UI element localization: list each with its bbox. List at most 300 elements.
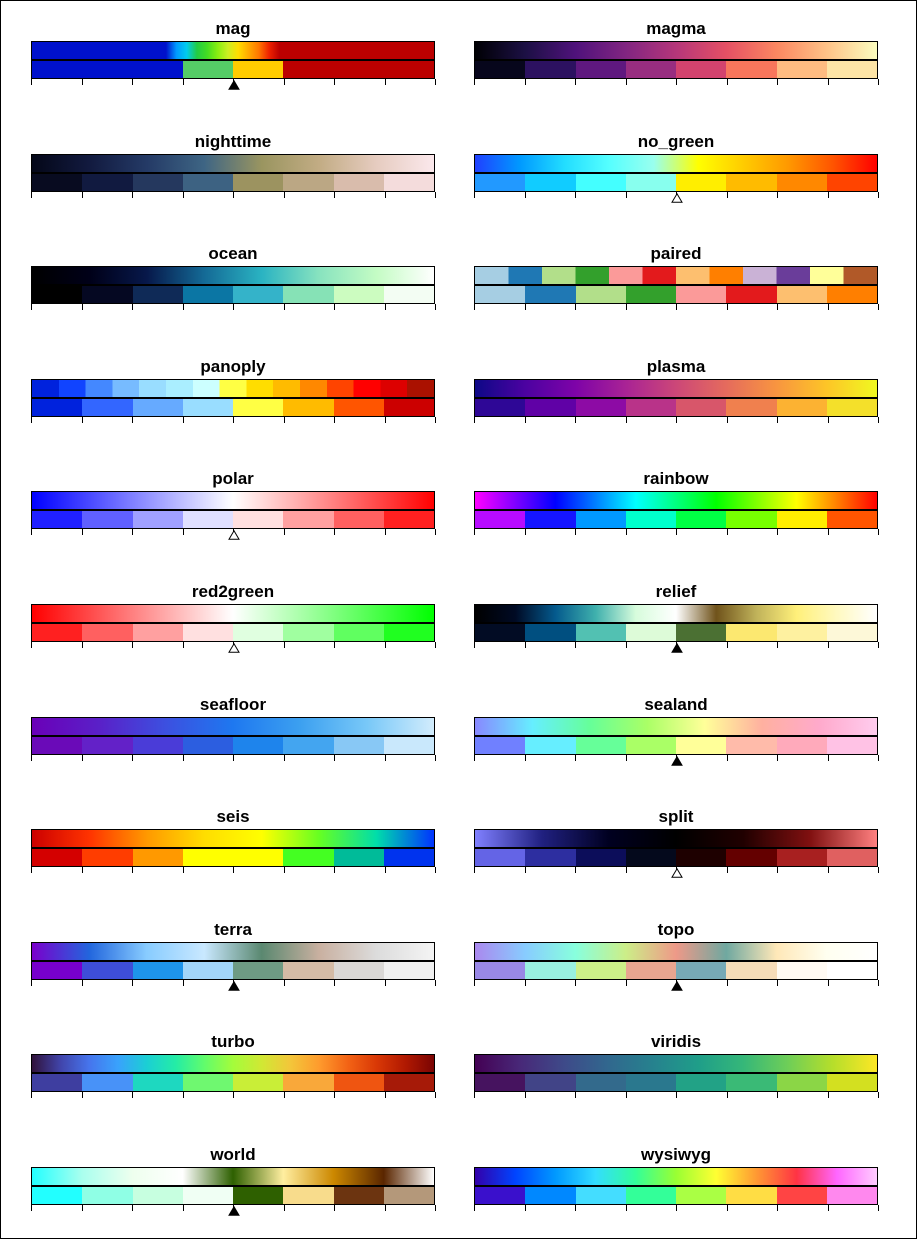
color-swatch [777, 1074, 827, 1091]
color-swatch [82, 511, 132, 528]
continuous-colorbar [475, 155, 877, 172]
color-swatch [82, 1187, 132, 1204]
tick-mark [132, 1092, 133, 1098]
colormap-panel-red2green [31, 582, 435, 677]
tick-mark [435, 417, 436, 423]
colormap-panel-turbo [31, 1032, 435, 1127]
color-swatch [82, 737, 132, 754]
discrete-colorbar [32, 286, 434, 303]
tick-mark [828, 1092, 829, 1098]
tick-mark [626, 867, 627, 873]
color-swatch [777, 61, 827, 78]
discrete-colorbar [475, 1187, 877, 1204]
tick-mark [82, 79, 83, 85]
colorbar [474, 717, 878, 755]
color-swatch [626, 61, 676, 78]
tick-mark [474, 1205, 475, 1211]
tick-mark [31, 79, 32, 85]
tick-mark [727, 755, 728, 761]
colormap-panel-seis [31, 807, 435, 902]
tick-marks [31, 1092, 435, 1098]
tick-mark [334, 642, 335, 648]
color-swatch [283, 174, 333, 191]
tick-mark [575, 304, 576, 310]
color-swatch [183, 1187, 233, 1204]
color-swatch [283, 286, 333, 303]
tick-mark [435, 642, 436, 648]
color-swatch [384, 399, 434, 416]
tick-mark [82, 417, 83, 423]
tick-mark [385, 642, 386, 648]
colorbar [474, 41, 878, 79]
color-swatch [676, 962, 726, 979]
color-swatch [626, 286, 676, 303]
colorbar [31, 717, 435, 755]
tick-mark [878, 867, 879, 873]
tick-mark [878, 980, 879, 986]
continuous-colorbar [32, 380, 434, 397]
tick-marks [31, 417, 435, 423]
color-swatch [827, 737, 877, 754]
color-swatch [133, 1187, 183, 1204]
color-swatch [576, 1187, 626, 1204]
color-swatch [525, 174, 575, 191]
tick-mark [777, 867, 778, 873]
color-swatch [233, 737, 283, 754]
tick-mark [284, 980, 285, 986]
color-swatch [726, 1074, 776, 1091]
tick-mark [525, 1205, 526, 1211]
color-swatch [676, 737, 726, 754]
continuous-colorbar [475, 492, 877, 509]
colormap-panel-viridis [474, 1032, 878, 1127]
tick-marks [474, 417, 878, 423]
tick-mark [575, 529, 576, 535]
continuous-colorbar [475, 42, 877, 59]
tick-mark [31, 529, 32, 535]
color-swatch [32, 286, 82, 303]
color-swatch [82, 61, 132, 78]
color-swatch [32, 624, 82, 641]
tick-mark [626, 980, 627, 986]
color-swatch [676, 511, 726, 528]
continuous-colorbar [32, 943, 434, 960]
tick-mark [82, 755, 83, 761]
tick-mark [435, 980, 436, 986]
color-swatch [133, 1074, 183, 1091]
color-swatch [384, 1187, 434, 1204]
tick-mark [183, 755, 184, 761]
tick-mark [284, 417, 285, 423]
color-swatch [576, 737, 626, 754]
color-swatch [626, 174, 676, 191]
tick-mark [385, 1092, 386, 1098]
tick-marks [474, 79, 878, 85]
colormap-title: nighttime [194, 132, 272, 151]
tick-mark [777, 1205, 778, 1211]
tick-mark [575, 642, 576, 648]
tick-mark [82, 642, 83, 648]
color-swatch [133, 511, 183, 528]
color-swatch [334, 174, 384, 191]
tick-mark [828, 417, 829, 423]
tick-mark [82, 304, 83, 310]
colormap-title: world [210, 1145, 256, 1164]
colormap-panel-topo [474, 920, 878, 1015]
tick-mark [828, 192, 829, 198]
tick-mark [132, 980, 133, 986]
tick-mark [878, 1205, 879, 1211]
color-swatch [626, 399, 676, 416]
color-swatch [233, 849, 283, 866]
color-swatch [133, 399, 183, 416]
color-swatch [827, 962, 877, 979]
color-swatch [283, 962, 333, 979]
tick-mark [878, 755, 879, 761]
colormap-panel-wysiwyg [474, 1145, 878, 1239]
color-swatch [676, 1074, 726, 1091]
colormap-title: split [658, 807, 694, 826]
colorbar [474, 1167, 878, 1205]
colormap-title: mag [215, 19, 251, 38]
color-swatch [32, 61, 82, 78]
discrete-colorbar [32, 962, 434, 979]
tick-mark [183, 79, 184, 85]
color-swatch [183, 399, 233, 416]
tick-mark [183, 642, 184, 648]
color-swatch [233, 624, 283, 641]
color-swatch [384, 61, 434, 78]
color-swatch [384, 1074, 434, 1091]
tick-mark [525, 417, 526, 423]
tick-mark [284, 642, 285, 648]
tick-mark [435, 1205, 436, 1211]
colorbar [474, 1054, 878, 1092]
continuous-colorbar [475, 830, 877, 847]
tick-mark [183, 304, 184, 310]
color-swatch [283, 737, 333, 754]
tick-mark [878, 1092, 879, 1098]
tick-mark [183, 417, 184, 423]
colormap-title: seafloor [199, 695, 267, 714]
continuous-colorbar [475, 1168, 877, 1185]
tick-mark [31, 1205, 32, 1211]
tick-mark [777, 529, 778, 535]
color-swatch [183, 737, 233, 754]
color-swatch [283, 399, 333, 416]
color-swatch [777, 511, 827, 528]
tick-mark [334, 79, 335, 85]
color-swatch [525, 1187, 575, 1204]
tick-mark [31, 417, 32, 423]
color-swatch [384, 286, 434, 303]
color-swatch [183, 962, 233, 979]
tick-mark [727, 529, 728, 535]
colorbar [31, 154, 435, 192]
color-swatch [334, 399, 384, 416]
color-swatch [334, 1187, 384, 1204]
colormap-panel-ocean [31, 244, 435, 339]
color-swatch [475, 962, 525, 979]
color-swatch [525, 511, 575, 528]
color-swatch [283, 849, 333, 866]
color-swatch [676, 1187, 726, 1204]
color-swatch [777, 624, 827, 641]
tick-mark [435, 192, 436, 198]
tick-mark [82, 980, 83, 986]
tick-mark [385, 417, 386, 423]
tick-mark [525, 867, 526, 873]
tick-mark [575, 1205, 576, 1211]
tick-mark [233, 192, 234, 198]
tick-mark [132, 642, 133, 648]
tick-mark [284, 867, 285, 873]
continuous-colorbar [32, 830, 434, 847]
discrete-colorbar [32, 174, 434, 191]
colormap-panel-no-green [474, 132, 878, 227]
colormap-title: topo [657, 920, 695, 939]
colorbar [474, 491, 878, 529]
tick-mark [828, 529, 829, 535]
colorbar [474, 379, 878, 417]
continuous-colorbar [32, 267, 434, 284]
color-swatch [133, 737, 183, 754]
tick-mark [676, 304, 677, 310]
tick-mark [31, 980, 32, 986]
color-swatch [777, 849, 827, 866]
tick-mark [334, 1205, 335, 1211]
colormap-panel-panoply [31, 357, 435, 452]
color-swatch [676, 624, 726, 641]
colormap-title: viridis [650, 1032, 702, 1051]
colormap-title: paired [650, 244, 702, 263]
discrete-colorbar [32, 849, 434, 866]
tick-mark [183, 1092, 184, 1098]
colorbar [31, 604, 435, 642]
color-swatch [233, 511, 283, 528]
tick-mark [525, 1092, 526, 1098]
color-swatch [676, 286, 726, 303]
colorbar [31, 266, 435, 304]
tick-mark [132, 192, 133, 198]
color-swatch [827, 849, 877, 866]
colormap-panel-relief [474, 582, 878, 677]
tick-mark [828, 755, 829, 761]
color-swatch [82, 624, 132, 641]
tick-mark [435, 304, 436, 310]
color-swatch [32, 849, 82, 866]
tick-mark [525, 980, 526, 986]
tick-marks [474, 1205, 878, 1211]
color-swatch [576, 286, 626, 303]
continuous-colorbar [475, 267, 877, 284]
discrete-colorbar [475, 624, 877, 641]
color-swatch [726, 1187, 776, 1204]
tick-mark [183, 529, 184, 535]
continuous-colorbar [475, 943, 877, 960]
tick-mark [777, 755, 778, 761]
color-swatch [334, 849, 384, 866]
color-swatch [576, 1074, 626, 1091]
color-swatch [475, 1187, 525, 1204]
color-swatch [576, 849, 626, 866]
tick-mark [575, 980, 576, 986]
continuous-colorbar [475, 380, 877, 397]
color-swatch [777, 737, 827, 754]
colormap-panel-split [474, 807, 878, 902]
tick-mark [777, 642, 778, 648]
tick-mark [82, 529, 83, 535]
colormap-panel-plasma [474, 357, 878, 452]
tick-mark [676, 1092, 677, 1098]
colormap-title: sealand [644, 695, 708, 714]
tick-mark [525, 304, 526, 310]
tick-marks [474, 529, 878, 535]
tick-mark [334, 755, 335, 761]
tick-mark [525, 79, 526, 85]
discrete-colorbar [32, 511, 434, 528]
color-swatch [283, 624, 333, 641]
tick-mark [334, 980, 335, 986]
color-swatch [827, 174, 877, 191]
color-swatch [525, 624, 575, 641]
color-swatch [475, 624, 525, 641]
continuous-colorbar [475, 1055, 877, 1072]
color-swatch [827, 624, 877, 641]
tick-mark [777, 192, 778, 198]
tick-marks [31, 867, 435, 873]
tick-mark [727, 1092, 728, 1098]
tick-mark [727, 192, 728, 198]
colorbar [474, 942, 878, 980]
color-swatch [334, 286, 384, 303]
discrete-colorbar [475, 849, 877, 866]
color-swatch [82, 399, 132, 416]
color-swatch [827, 1074, 877, 1091]
color-swatch [283, 61, 333, 78]
color-swatch [82, 286, 132, 303]
tick-mark [31, 1092, 32, 1098]
color-swatch [525, 61, 575, 78]
tick-mark [284, 1205, 285, 1211]
color-swatch [183, 174, 233, 191]
tick-mark [474, 529, 475, 535]
colorbar [474, 829, 878, 867]
color-swatch [827, 399, 877, 416]
continuous-colorbar [32, 605, 434, 622]
discrete-colorbar [475, 174, 877, 191]
color-swatch [726, 962, 776, 979]
discrete-colorbar [32, 399, 434, 416]
tick-mark [82, 192, 83, 198]
colorbar [31, 1167, 435, 1205]
tick-mark [626, 642, 627, 648]
color-swatch [475, 1074, 525, 1091]
tick-mark [474, 79, 475, 85]
color-swatch [626, 1187, 676, 1204]
tick-mark [132, 417, 133, 423]
tick-mark [525, 529, 526, 535]
colorbar [31, 41, 435, 79]
color-swatch [233, 61, 283, 78]
color-swatch [233, 1074, 283, 1091]
color-swatch [777, 286, 827, 303]
color-swatch [777, 1187, 827, 1204]
color-swatch [133, 962, 183, 979]
tick-mark [676, 529, 677, 535]
tick-mark [575, 79, 576, 85]
color-swatch [777, 174, 827, 191]
discrete-colorbar [32, 61, 434, 78]
tick-mark [334, 1092, 335, 1098]
color-swatch [525, 286, 575, 303]
color-swatch [82, 849, 132, 866]
tick-mark [727, 304, 728, 310]
colormap-title: panoply [200, 357, 266, 376]
colormap-panel-sealand [474, 695, 878, 790]
tick-mark [82, 1092, 83, 1098]
color-swatch [334, 737, 384, 754]
tick-mark [385, 867, 386, 873]
tick-mark [132, 529, 133, 535]
tick-mark [385, 980, 386, 986]
tick-mark [132, 79, 133, 85]
tick-mark [575, 417, 576, 423]
color-swatch [32, 399, 82, 416]
color-swatch [626, 624, 676, 641]
colormap-panel-polar [31, 469, 435, 564]
color-swatch [576, 399, 626, 416]
tick-mark [727, 417, 728, 423]
tick-mark [385, 192, 386, 198]
tick-mark [31, 755, 32, 761]
color-swatch [283, 511, 333, 528]
colormap-title: plasma [646, 357, 706, 376]
color-swatch [676, 61, 726, 78]
tick-mark [878, 192, 879, 198]
color-swatch [525, 737, 575, 754]
color-swatch [133, 174, 183, 191]
tick-mark [334, 304, 335, 310]
tick-mark [676, 1205, 677, 1211]
color-swatch [777, 399, 827, 416]
tick-mark [183, 867, 184, 873]
tick-mark [626, 304, 627, 310]
color-swatch [133, 849, 183, 866]
colormap-panel-mag [31, 19, 435, 114]
tick-mark [727, 79, 728, 85]
color-swatch [626, 849, 676, 866]
tick-mark [474, 867, 475, 873]
color-swatch [384, 174, 434, 191]
colorbar [31, 942, 435, 980]
color-swatch [233, 174, 283, 191]
tick-mark [31, 642, 32, 648]
color-swatch [726, 737, 776, 754]
color-swatch [827, 286, 877, 303]
tick-mark [777, 304, 778, 310]
color-swatch [183, 286, 233, 303]
discrete-colorbar [32, 737, 434, 754]
tick-mark [727, 1205, 728, 1211]
tick-mark [435, 79, 436, 85]
color-swatch [726, 174, 776, 191]
tick-mark [31, 304, 32, 310]
tick-mark [777, 1092, 778, 1098]
color-swatch [576, 962, 626, 979]
tick-mark [385, 529, 386, 535]
tick-marks [31, 304, 435, 310]
